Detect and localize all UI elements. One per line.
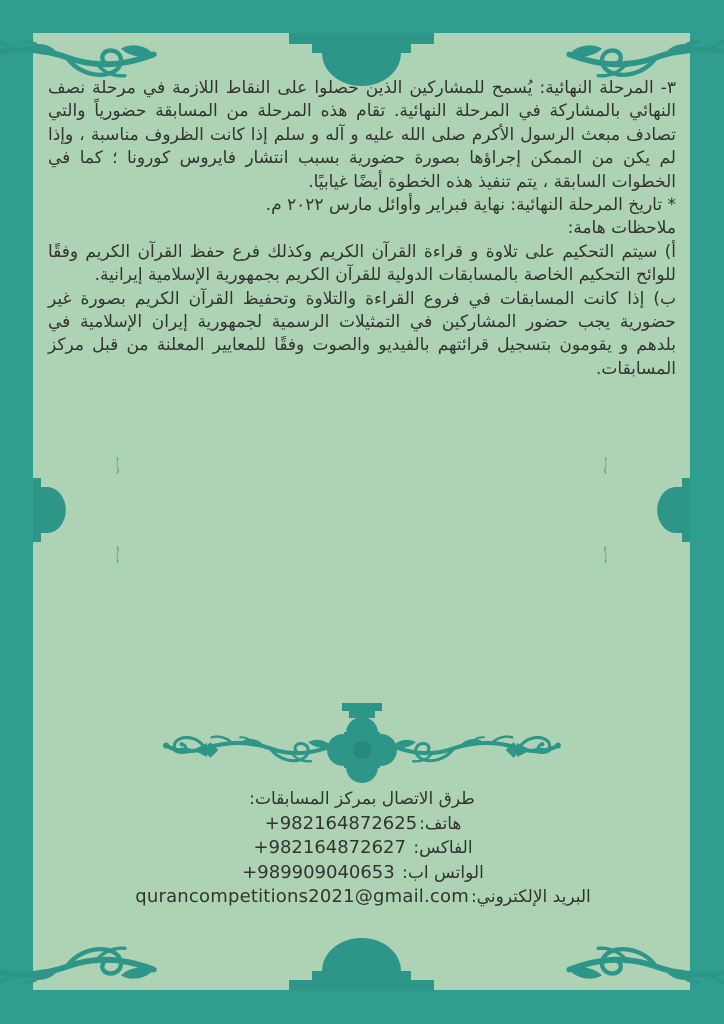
bottom-border-flourish-ornament (33, 929, 690, 991)
phone-number: +982164872625 (264, 812, 418, 834)
fax-label: الفاكس: (413, 838, 473, 858)
contact-email-line (62, 885, 662, 910)
paragraph-final-stage-date: * تاريخ المرحلة النهائية: نهاية فبراير وأوائل مارس ٢٠٢٢ م. (265, 195, 676, 216)
whatsapp-number: +989909040653 (242, 861, 395, 883)
paragraph-notes-heading: ملاحظات هامة: (567, 218, 676, 239)
contact-block (62, 788, 662, 910)
fax-number: +982164872627 (253, 837, 406, 858)
contact-phone-line (62, 812, 662, 837)
paragraph-note-a: أ) سيتم التحكيم على تلاوة و قراءة القرآن الكريم وكذلك فرع حفظ القرآن الكريم وفقًا للوائح التحكيم الخاصة بالمسابقات الدولية للقرآن الكريم بجمهورية الإسلامية إيرانية. (48, 241, 676, 286)
contact-fax-line (62, 836, 662, 861)
paragraph-note-b: ب) إذا كانت المسابقات في فروع القراءة والتلاوة وتحفيظ القرآن الكريم بصورة غير حضورية يجب حضور المشاركين في التمثيلات الرسمية لجمهورية إيران الإسلامية في بلدهم و يقومون بتسجيل قرائتهم بالفيديو والصوت وفقًا للمعايير المعلنة من قبل مركز المسابقات. (48, 288, 676, 379)
paragraph-final-stage: ٣- المرحلة النهائية: يُسمح للمشاركين الذين حصلوا على النقاط اللازمة في مرحلة نصف النهائي بالمشاركة في المرحلة النهائية. تقام هذه المرحلة من المسابقة حضورياً والتي تصادف مبعث الرسول الأكرم صلى الله عليه و آله و سلم إذا كانت الظروف مناسبة ، وإذا لم يكن من الممكن إجراؤها بصورة حضورية بسبب انتشار فايروس كورونا ؛ كما في الخطوات السابقة ، يتم تنفيذ هذه الخطوة أيضًا غيابيًا. (48, 78, 676, 192)
email-label: البريد الإلكتروني: (470, 887, 591, 907)
contact-whatsapp-line (62, 861, 662, 886)
document-text-block (48, 77, 676, 381)
contact-heading: طرق الاتصال بمركز المسابقات: (249, 789, 475, 809)
left-border-flourish-ornament (33, 366, 73, 656)
email-address: qurancompetitions2021@gmail.com (135, 886, 469, 907)
whatsapp-label: الواتس اب: (402, 862, 484, 883)
right-border-flourish-ornament (650, 366, 690, 656)
center-divider-flourish-ornament (192, 700, 532, 784)
phone-label: هاتف: (419, 813, 462, 834)
